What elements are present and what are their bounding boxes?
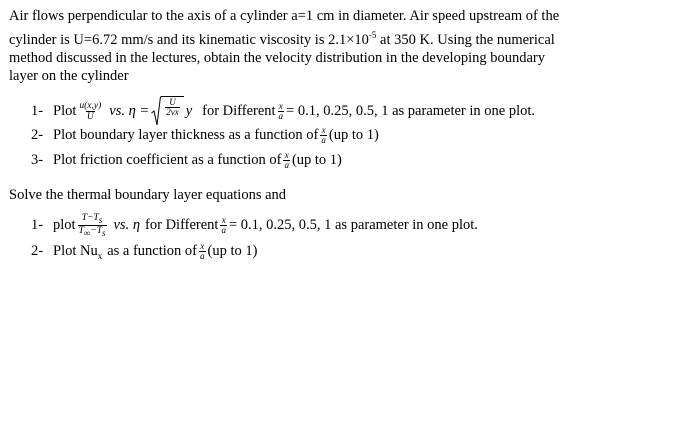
task-text: for Different [202,102,276,119]
task-text: plot [53,216,76,233]
eta-definition-text: vs. η = [109,102,150,119]
exponent: -5 [368,29,377,40]
fraction-numerator: x [321,125,326,135]
task-number: 2- [31,127,44,143]
thermal-task-2 [31,242,257,261]
x-over-a-fraction [220,216,227,235]
square-root [151,96,184,126]
statement-line-2-a: cylinder is U=6.72 mm/s and its kinematic viscosity is 2.1×10 [9,31,369,48]
fraction-denominator: 2νx [166,107,179,117]
x-over-a-fraction [320,126,327,145]
numerator-text: T−T [81,213,99,223]
task-text: (up to 1) [291,152,342,168]
denominator-text-2: −T [90,225,102,236]
denominator-text-1: T [78,225,84,236]
fraction-numerator: x [200,241,205,251]
statement-line-4: layer on the cylinder [9,68,129,85]
velocity-task-1 [31,96,535,126]
variable-y: y [185,102,193,119]
radical-sign-icon [151,96,161,126]
nusselt-text: Plot Nu [53,242,98,259]
velocity-ratio-fraction [78,101,102,122]
x-over-a-fraction [199,242,206,261]
fraction-denominator: a [200,251,205,261]
task-text: Plot friction coefficient as a function of [53,152,282,168]
fraction-denominator: a [321,135,326,145]
task-text [53,243,102,261]
statement-line-2-b: at 350 K. Using the numerical [376,31,555,48]
nusselt-subscript: x [97,250,103,261]
task-text: (up to 1) [328,127,379,143]
task-text: Plot boundary layer thickness as a function of [53,127,319,143]
fraction-denominator: a [221,224,226,235]
task-number: 3- [31,152,44,168]
statement-line-1: Air flows perpendicular to the axis of a cylinder a=1 cm in diameter. Air speed upstream of the [9,8,560,24]
statement-line-3: method discussed in the lectures, obtain the velocity distribution in the developing boundary [9,49,545,66]
thermal-heading [9,187,286,204]
fraction-denominator: a [278,110,284,121]
fraction-numerator: U [169,97,176,107]
fraction-numerator: x [284,150,289,160]
task-text: = 0.1, 0.25, 0.5, 1 as parameter in one plot. [286,102,536,119]
numerator-subscript: s [98,214,103,225]
fraction-denominator [78,225,107,238]
velocity-task-3 [31,151,342,170]
fraction-denominator: U [86,111,94,122]
eta-text: vs. η [113,216,141,233]
task-text: (up to 1) [207,243,258,259]
thermal-heading-text: Solve the thermal boundary layer equations and [9,187,287,203]
task-text: as a function of [107,243,198,259]
fraction-numerator: x [221,214,226,225]
task-text: = 0.1, 0.25, 0.5, 1 as parameter in one plot. [228,216,478,233]
thermal-task-1 [31,213,478,238]
radicand-fraction [165,98,180,126]
denominator-subscript-1: ∞ [83,227,91,238]
fraction-numerator [81,213,104,225]
task-text: for Different [145,216,219,233]
fraction-numerator: x [278,100,283,111]
fraction-denominator: a [284,160,289,170]
problem-statement [9,7,589,86]
task-number: 1- [31,102,44,119]
denominator-subscript-2: s [101,227,106,238]
task-number: 1- [31,216,44,233]
temperature-ratio-fraction [78,213,107,238]
x-over-a-fraction [278,102,285,121]
task-text: Plot [53,102,77,119]
x-over-a-fraction [283,151,290,170]
statement-line-2 [9,26,589,49]
task-number: 2- [31,243,44,259]
velocity-task-2 [31,126,379,145]
fraction-numerator: u(x,y) [79,100,102,111]
